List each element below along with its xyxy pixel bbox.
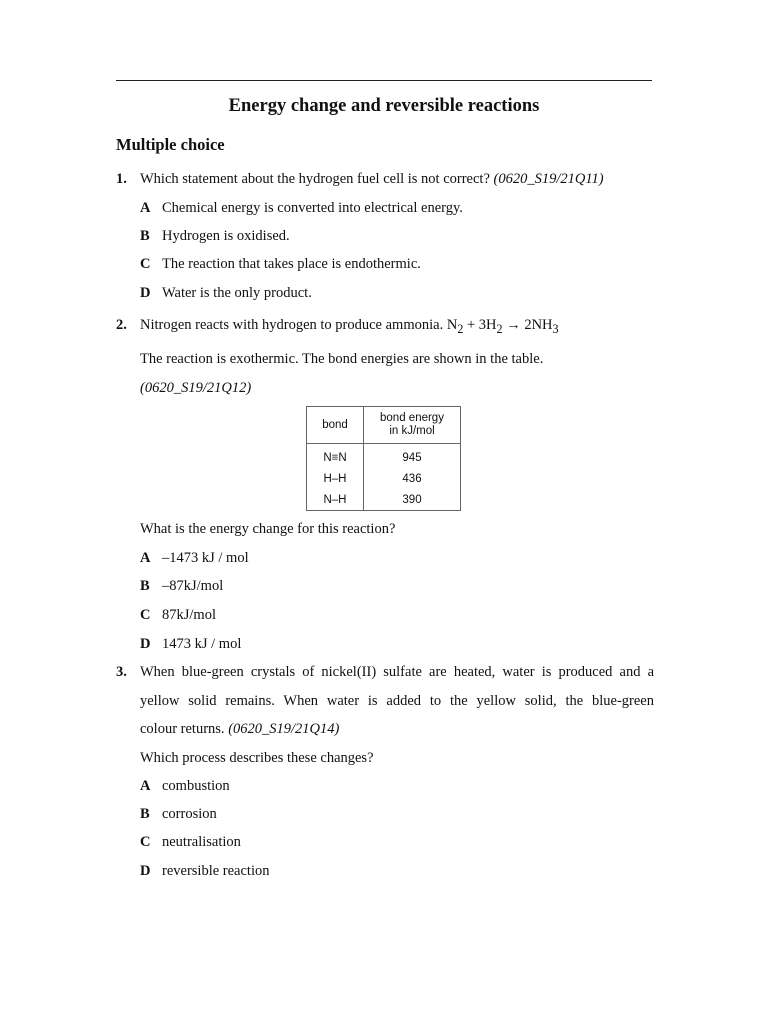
option-text: Chemical energy is converted into electrical energy. [162, 200, 463, 216]
q3-option-c [140, 833, 241, 851]
question-2-question: What is the energy change for this reaction? [140, 521, 396, 537]
question-2-stem [140, 316, 559, 338]
option-text: Water is the only product. [162, 285, 312, 301]
header-energy-line2: in kJ/mol [389, 425, 435, 437]
table-row [307, 468, 461, 489]
question-number-3: 3. [116, 664, 127, 680]
q1-option-b [140, 227, 290, 245]
question-2-reference: (0620_S19/21Q12) [140, 380, 252, 396]
header-bond-energy [364, 407, 461, 444]
q3-option-b [140, 805, 217, 823]
option-letter: D [140, 863, 151, 879]
eq-h: + 3H [463, 317, 497, 333]
table-row [307, 489, 461, 511]
option-text: combustion [162, 778, 230, 794]
bond-cell: N≡N [307, 444, 364, 469]
q3-option-d [140, 862, 269, 880]
option-letter: B [140, 578, 150, 594]
option-text: corrosion [162, 806, 217, 822]
q2-option-a [140, 549, 249, 567]
option-text: 1473 kJ / mol [162, 636, 242, 652]
option-letter: B [140, 228, 150, 244]
option-text: 87kJ/mol [162, 607, 216, 623]
option-text: Hydrogen is oxidised. [162, 228, 290, 244]
q1-option-a [140, 199, 463, 217]
question-3-line-3 [140, 720, 339, 738]
option-letter: A [140, 778, 151, 794]
option-letter: C [140, 256, 151, 272]
q2-option-c [140, 606, 216, 624]
question-number-1: 1. [116, 171, 127, 187]
q2-option-b [140, 577, 223, 595]
page-title: Energy change and reversible reactions [228, 96, 540, 116]
option-text: –87kJ/mol [162, 578, 224, 594]
option-letter: C [140, 607, 151, 623]
eq-h-sub: 2 [496, 321, 503, 336]
option-letter: C [140, 834, 151, 850]
option-text: –1473 kJ / mol [162, 550, 249, 566]
eq-n-sub: 2 [457, 321, 464, 336]
q1-option-c [140, 255, 421, 273]
q2-option-d [140, 635, 241, 653]
question-number-2: 2. [116, 317, 127, 333]
question-1-stem [140, 170, 604, 188]
q1-option-d [140, 284, 312, 302]
option-letter: D [140, 636, 151, 652]
option-letter: A [140, 200, 151, 216]
energy-cell: 945 [364, 444, 461, 469]
option-letter: A [140, 550, 151, 566]
option-text: The reaction that takes place is endothermic. [162, 256, 421, 272]
question-2-text-2: The reaction is exothermic. The bond energies are shown in the table. [140, 351, 544, 367]
bond-cell: N–H [307, 489, 364, 511]
section-heading: Multiple choice [116, 135, 225, 154]
question-1-reference: (0620_S19/21Q11) [493, 171, 604, 187]
q3-option-a [140, 777, 230, 795]
question-3-line-1: When blue-green crystals of nickel(II) sulfate are heated, water is produced and a [140, 664, 654, 680]
question-3-question: Which process describes these changes? [140, 750, 374, 766]
eq-n: N [446, 317, 458, 333]
table-header-row [307, 407, 461, 444]
header-rule [116, 80, 652, 81]
option-letter: D [140, 285, 151, 301]
question-1-text: Which statement about the hydrogen fuel cell is not correct? [140, 171, 490, 187]
option-text: reversible reaction [162, 863, 270, 879]
energy-cell: 436 [364, 468, 461, 489]
energy-cell: 390 [364, 489, 461, 511]
bond-cell: H–H [307, 468, 364, 489]
table-row [307, 444, 461, 469]
eq-nh-sub: 3 [552, 321, 559, 336]
eq-nh: → 2NH [502, 317, 553, 333]
question-3-text: colour returns. [140, 721, 225, 737]
reaction-equation [446, 317, 559, 336]
question-2-text: Nitrogen reacts with hydrogen to produce ammonia. [140, 317, 444, 333]
question-3-line-2: yellow solid remains. When water is added to the yellow solid, the blue-green [140, 693, 654, 709]
option-letter: B [140, 806, 150, 822]
bond-energy-table [306, 406, 461, 511]
question-3-reference: (0620_S19/21Q14) [228, 721, 340, 737]
header-energy-line1: bond energy [380, 412, 444, 424]
option-text: neutralisation [162, 834, 241, 850]
header-bond: bond [307, 407, 364, 444]
